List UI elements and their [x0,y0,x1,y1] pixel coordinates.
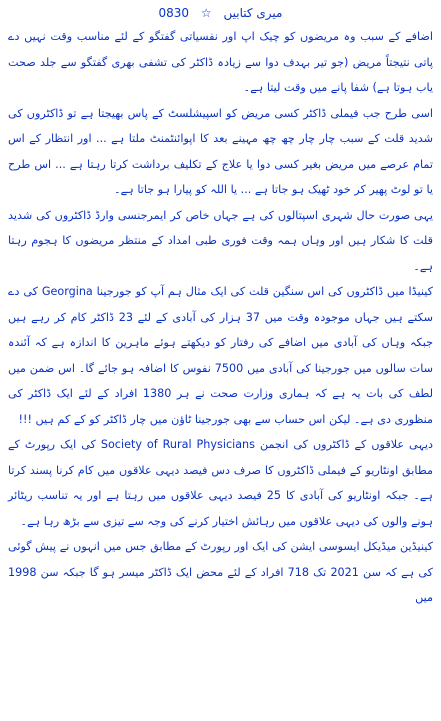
star-icon: ☆ [200,6,212,20]
paragraph-6: کینیڈین میڈیکل ایسوسی ایشن کی ایک اور رپورٹ کے مطابق جس میں انہوں نے پیش گوئی کی ہے کہ سن 2021 تک 718 افراد کے لئے محض ایک ڈاکٹر میسر ہو گا جبکہ سن 1998 میں [8,540,433,604]
document-body [8,24,433,611]
page-number: 0830 [158,6,190,20]
paragraph-4: کینیڈا میں ڈاکٹروں کی اس سنگین قلت کی ایک مثال ہم آپ کو جورجینا Georgina کی دے سکتے ہیں جہاں موجودہ وقت میں 37 ہزار کی آبادی کے لئے 23 ڈاکٹر کام کر رہے ہیں جبکہ وہاں کی آبادی میں اضافے کی رفتار کو دیکھتے ہوئے ماہرین کا اندازہ ہے کہ آئندہ سات سالوں میں جورجینا کی آبادی میں 7500 نفوس کا اضافہ ہو جائے گا۔ اس ضمن میں لطف کی بات یہ ہے کہ ہماری وزارت صحت نے ہر 1380 افراد کے لئے ایک ڈاکٹر کی منظوری دی ہے۔ لیکن اس حساب سے بھی جورجینا ٹاؤن میں چار ڈاکٹر کو کے کم ہیں !!! [8,285,433,426]
paragraph-5: دیہی علاقوں کے ڈاکٹروں کی انجمن Society of Rural Physicians کی ایک رپورٹ کے مطابق اونٹاریو کے فیملی ڈاکٹروں کا صرف دس فیصد دیہی علاقوں میں کام کرنا پسند کرتا ہے۔ جبکہ اونٹاریو کی آبادی کا 25 فیصد دیہی علاقوں میں رہتا ہے اور یہ تناسب ریٹائر ہونے والوں کی دیہی علاقوں میں رہائش اختیار کرنے کی وجہ سے تیزی سے بڑھ رہا ہے۔ [8,438,433,528]
book-title: میری کتابیں [223,6,283,20]
page-header [0,2,441,24]
paragraph-3: یہی صورت حال شہری اسپتالوں کی ہے جہاں خاص کر ایمرجنسی وارڈ ڈاکٹروں کی شدید قلت کا شکار ہیں اور وہاں ہمہ وقت فوری طبی امداد کے منتظر مریضوں کا ہجوم رہتا ہے۔ [8,208,433,273]
paragraph-1: اضافے کے سبب وہ مریضوں کو چیک اپ اور نفسیاتی گفتگو کے لئے مناسب وقت نہیں دے پاتی نتیجتاً مریض (جو تیر بہدف دوا سے زیادہ ڈاکٹر کی تشفی بھری گفتگو سے جلد صحت یاب ہوتا ہے) شفا پانے میں وقت لیتا ہے۔ [8,30,433,94]
paragraph-2: اسی طرح جب فیملی ڈاکٹر کسی مریض کو اسپیشلسٹ کے پاس بھیجتا ہے تو ڈاکٹروں کی شدید قلت کے سبب چار چار چھ چھ مہینے بعد کا اپوائنٹمنٹ ملتا ہے ... اور انتظار کے اس تمام عرصے میں مریض بغیر کسی دوا یا علاج کے تکلیف برداشت کرتا رہتا ہے ... اس طرح یا تو لوٹ پھیر کر خود ٹھیک ہو جاتا ہے ... یا اللہ کو پیارا ہو جاتا ہے۔ [8,106,433,196]
